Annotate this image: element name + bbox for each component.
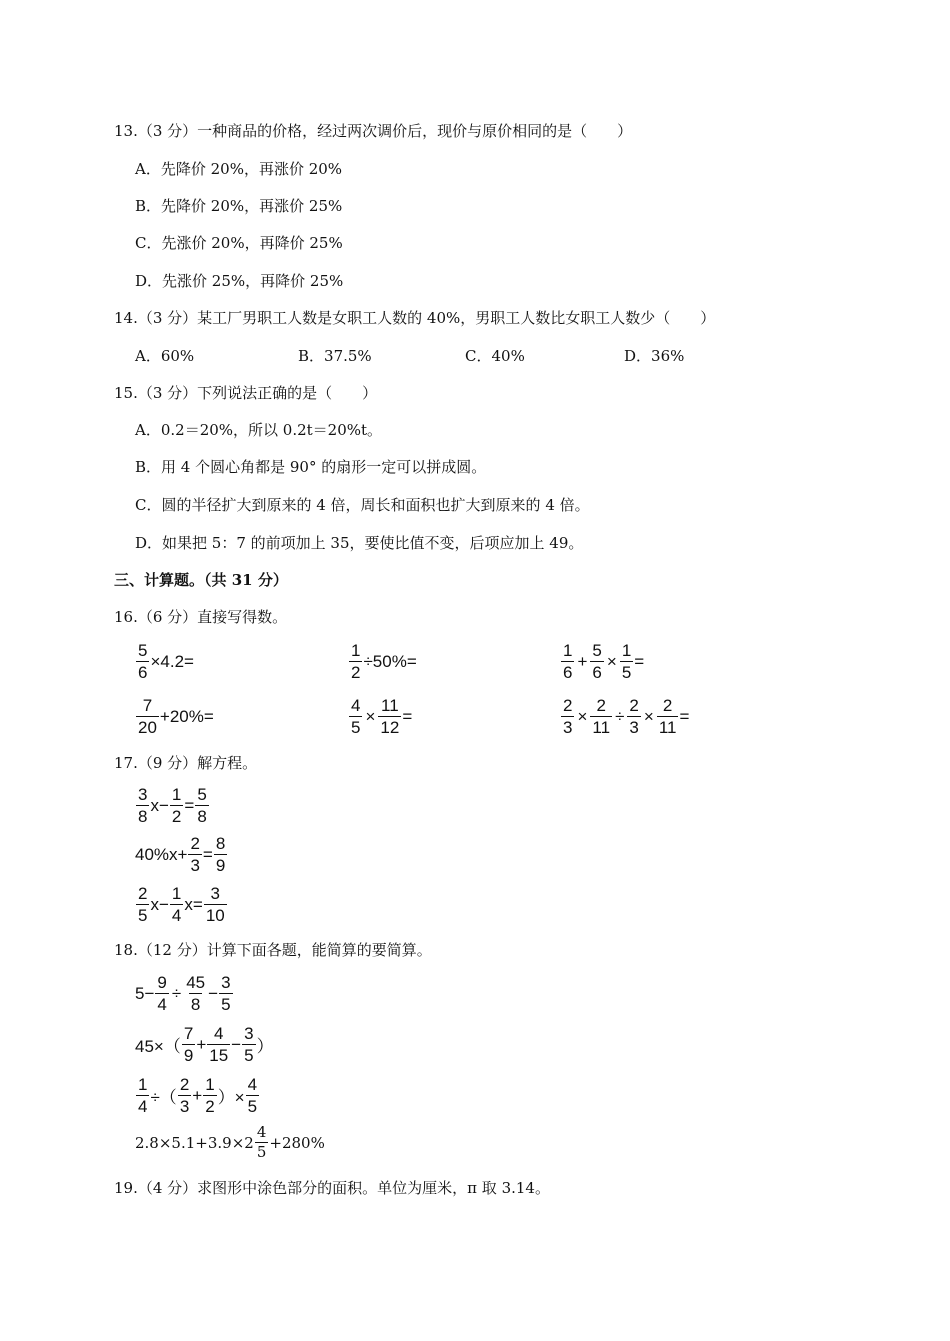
q18-expr-4: 2.8×5.1+3.9×2 $\frac{4}{5}$ +280% [135, 1123, 325, 1161]
fraction: $\frac{3}{5}$ [244, 1024, 254, 1065]
section-heading: 三、计算题。（共 31 分） [114, 571, 288, 589]
fraction: $\frac{1}{6}$ [563, 641, 573, 682]
fraction: $\frac{4}{15}$ [209, 1024, 229, 1065]
fraction: $\frac{3}{10}$ [205, 884, 225, 925]
q16-expr-5: $\frac{4}{5}$ × $\frac{11}{12}$ = [351, 696, 413, 737]
fraction: $\frac{1}{2}$ [205, 1075, 215, 1116]
fraction: $\frac{2}{5}$ [138, 884, 148, 925]
q14-option-b: B．37.5% [298, 347, 372, 365]
fraction: $\frac{4}{5}$ [247, 1075, 258, 1116]
fraction: $\frac{7}{9}$ [183, 1024, 194, 1065]
q15-option-c: C．圆的半径扩大到原来的 4 倍，周长和面积也扩大到原来的 4 倍。 [135, 496, 590, 514]
fraction: $\frac{3}{5}$ [221, 973, 231, 1014]
fraction: $\frac{9}{4}$ [157, 973, 167, 1014]
q19-stem: 19.（4 分）求图形中涂色部分的面积。单位为厘米，π 取 3.14。 [114, 1179, 550, 1197]
q15-option-d: D．如果把 5：7 的前项加上 35，要使比值不变，后项应加上 49。 [135, 534, 584, 552]
q14-option-a: A．60% [135, 347, 195, 365]
fraction: $\frac{2}{11}$ [592, 696, 611, 737]
fraction: $\frac{1}{2}$ [351, 641, 361, 682]
fraction: $\frac{2}{3}$ [563, 696, 573, 737]
q13-stem: 13.（3 分）一种商品的价格，经过两次调价后，现价与原价相同的是（ ） [114, 122, 633, 140]
q13-option-c: C．先涨价 20%，再降价 25% [135, 234, 343, 252]
q14-option-d: D．36% [624, 347, 685, 365]
fraction: $\frac{2}{3}$ [190, 834, 200, 875]
q17-equation-1: $\frac{3}{8}$ x− $\frac{1}{2}$ = $\frac{5}{8}$ [138, 785, 207, 826]
fraction: $\frac{7}{20}$ [138, 696, 157, 737]
q13-option-b: B．先降价 20%，再涨价 25% [135, 197, 343, 215]
fraction: $\frac{2}{11}$ [658, 696, 677, 737]
fraction: $\frac{8}{9}$ [215, 834, 226, 875]
fraction: $\frac{2}{3}$ [629, 696, 639, 737]
fraction: $\frac{5}{8}$ [197, 785, 207, 826]
fraction: $\frac{1}{5}$ [621, 641, 632, 682]
q18-expr-2: 45×（ $\frac{7}{9}$ + $\frac{4}{15}$ − $\frac{3}{5}$ ） [135, 1024, 274, 1065]
q14-stem: 14.（3 分）某工厂男职工人数是女职工人数的 40%，男职工人数比女职工人数少（ ） [114, 309, 716, 327]
fraction: $\frac{11}{12}$ [380, 696, 400, 737]
q16-expr-3: $\frac{1}{6}$ + $\frac{5}{6}$ × $\frac{1}{5}$ = [563, 641, 645, 682]
q15-option-b: B．用 4 个圆心角都是 90° 的扇形一定可以拼成圆。 [135, 458, 487, 476]
q16-expr-2: $\frac{1}{2}$ ÷50%= [351, 641, 417, 682]
fraction: $\frac{1}{4}$ [138, 1075, 148, 1116]
fraction: $\frac{5}{6}$ [138, 641, 148, 682]
fraction: $\frac{4}{5}$ [256, 1123, 267, 1161]
fraction: $\frac{1}{4}$ [171, 884, 182, 925]
q18-expr-3: $\frac{1}{4}$ ÷（ $\frac{2}{3}$ + $\frac{1}{2}$ ）× $\frac{4}{5}$ [138, 1075, 258, 1116]
q14-option-c: C．40% [465, 347, 525, 365]
q15-option-a: A．0.2＝20%，所以 0.2t＝20%t。 [135, 421, 383, 439]
q16-stem: 16.（6 分）直接写得数。 [114, 608, 288, 626]
q16-expr-1: $\frac{5}{6}$ ×4.2= [138, 641, 194, 682]
q18-expr-1: 5− $\frac{9}{4}$ ÷ $\frac{45}{8}$ − $\frac{3}{5}$ [135, 973, 231, 1014]
fraction: $\frac{3}{8}$ [138, 785, 148, 826]
fraction: $\frac{45}{8}$ [186, 973, 206, 1014]
q16-expr-6: $\frac{2}{3}$ × $\frac{2}{11}$ ÷ $\frac{2}{3}$ × $\frac{2}{11}$ = [563, 696, 690, 737]
fraction: $\frac{1}{2}$ [171, 785, 182, 826]
q18-stem: 18.（12 分）计算下面各题，能简算的要简算。 [114, 941, 432, 959]
q16-expr-4: $\frac{7}{20}$ +20%= [138, 696, 214, 737]
q15-stem: 15.（3 分）下列说法正确的是（ ） [114, 384, 378, 402]
q17-stem: 17.（9 分）解方程。 [114, 754, 258, 772]
fraction: $\frac{2}{3}$ [179, 1075, 190, 1116]
fraction: $\frac{4}{5}$ [351, 696, 361, 737]
q17-equation-2: 40%x+ $\frac{2}{3}$ = $\frac{8}{9}$ [135, 834, 226, 875]
fraction: $\frac{5}{6}$ [592, 641, 602, 682]
q17-equation-3: $\frac{2}{5}$ x− $\frac{1}{4}$ x= $\frac{3}{10}$ [138, 884, 225, 925]
q13-option-d: D．先涨价 25%，再降价 25% [135, 272, 344, 290]
q13-option-a: A．先降价 20%，再涨价 20% [135, 160, 343, 178]
